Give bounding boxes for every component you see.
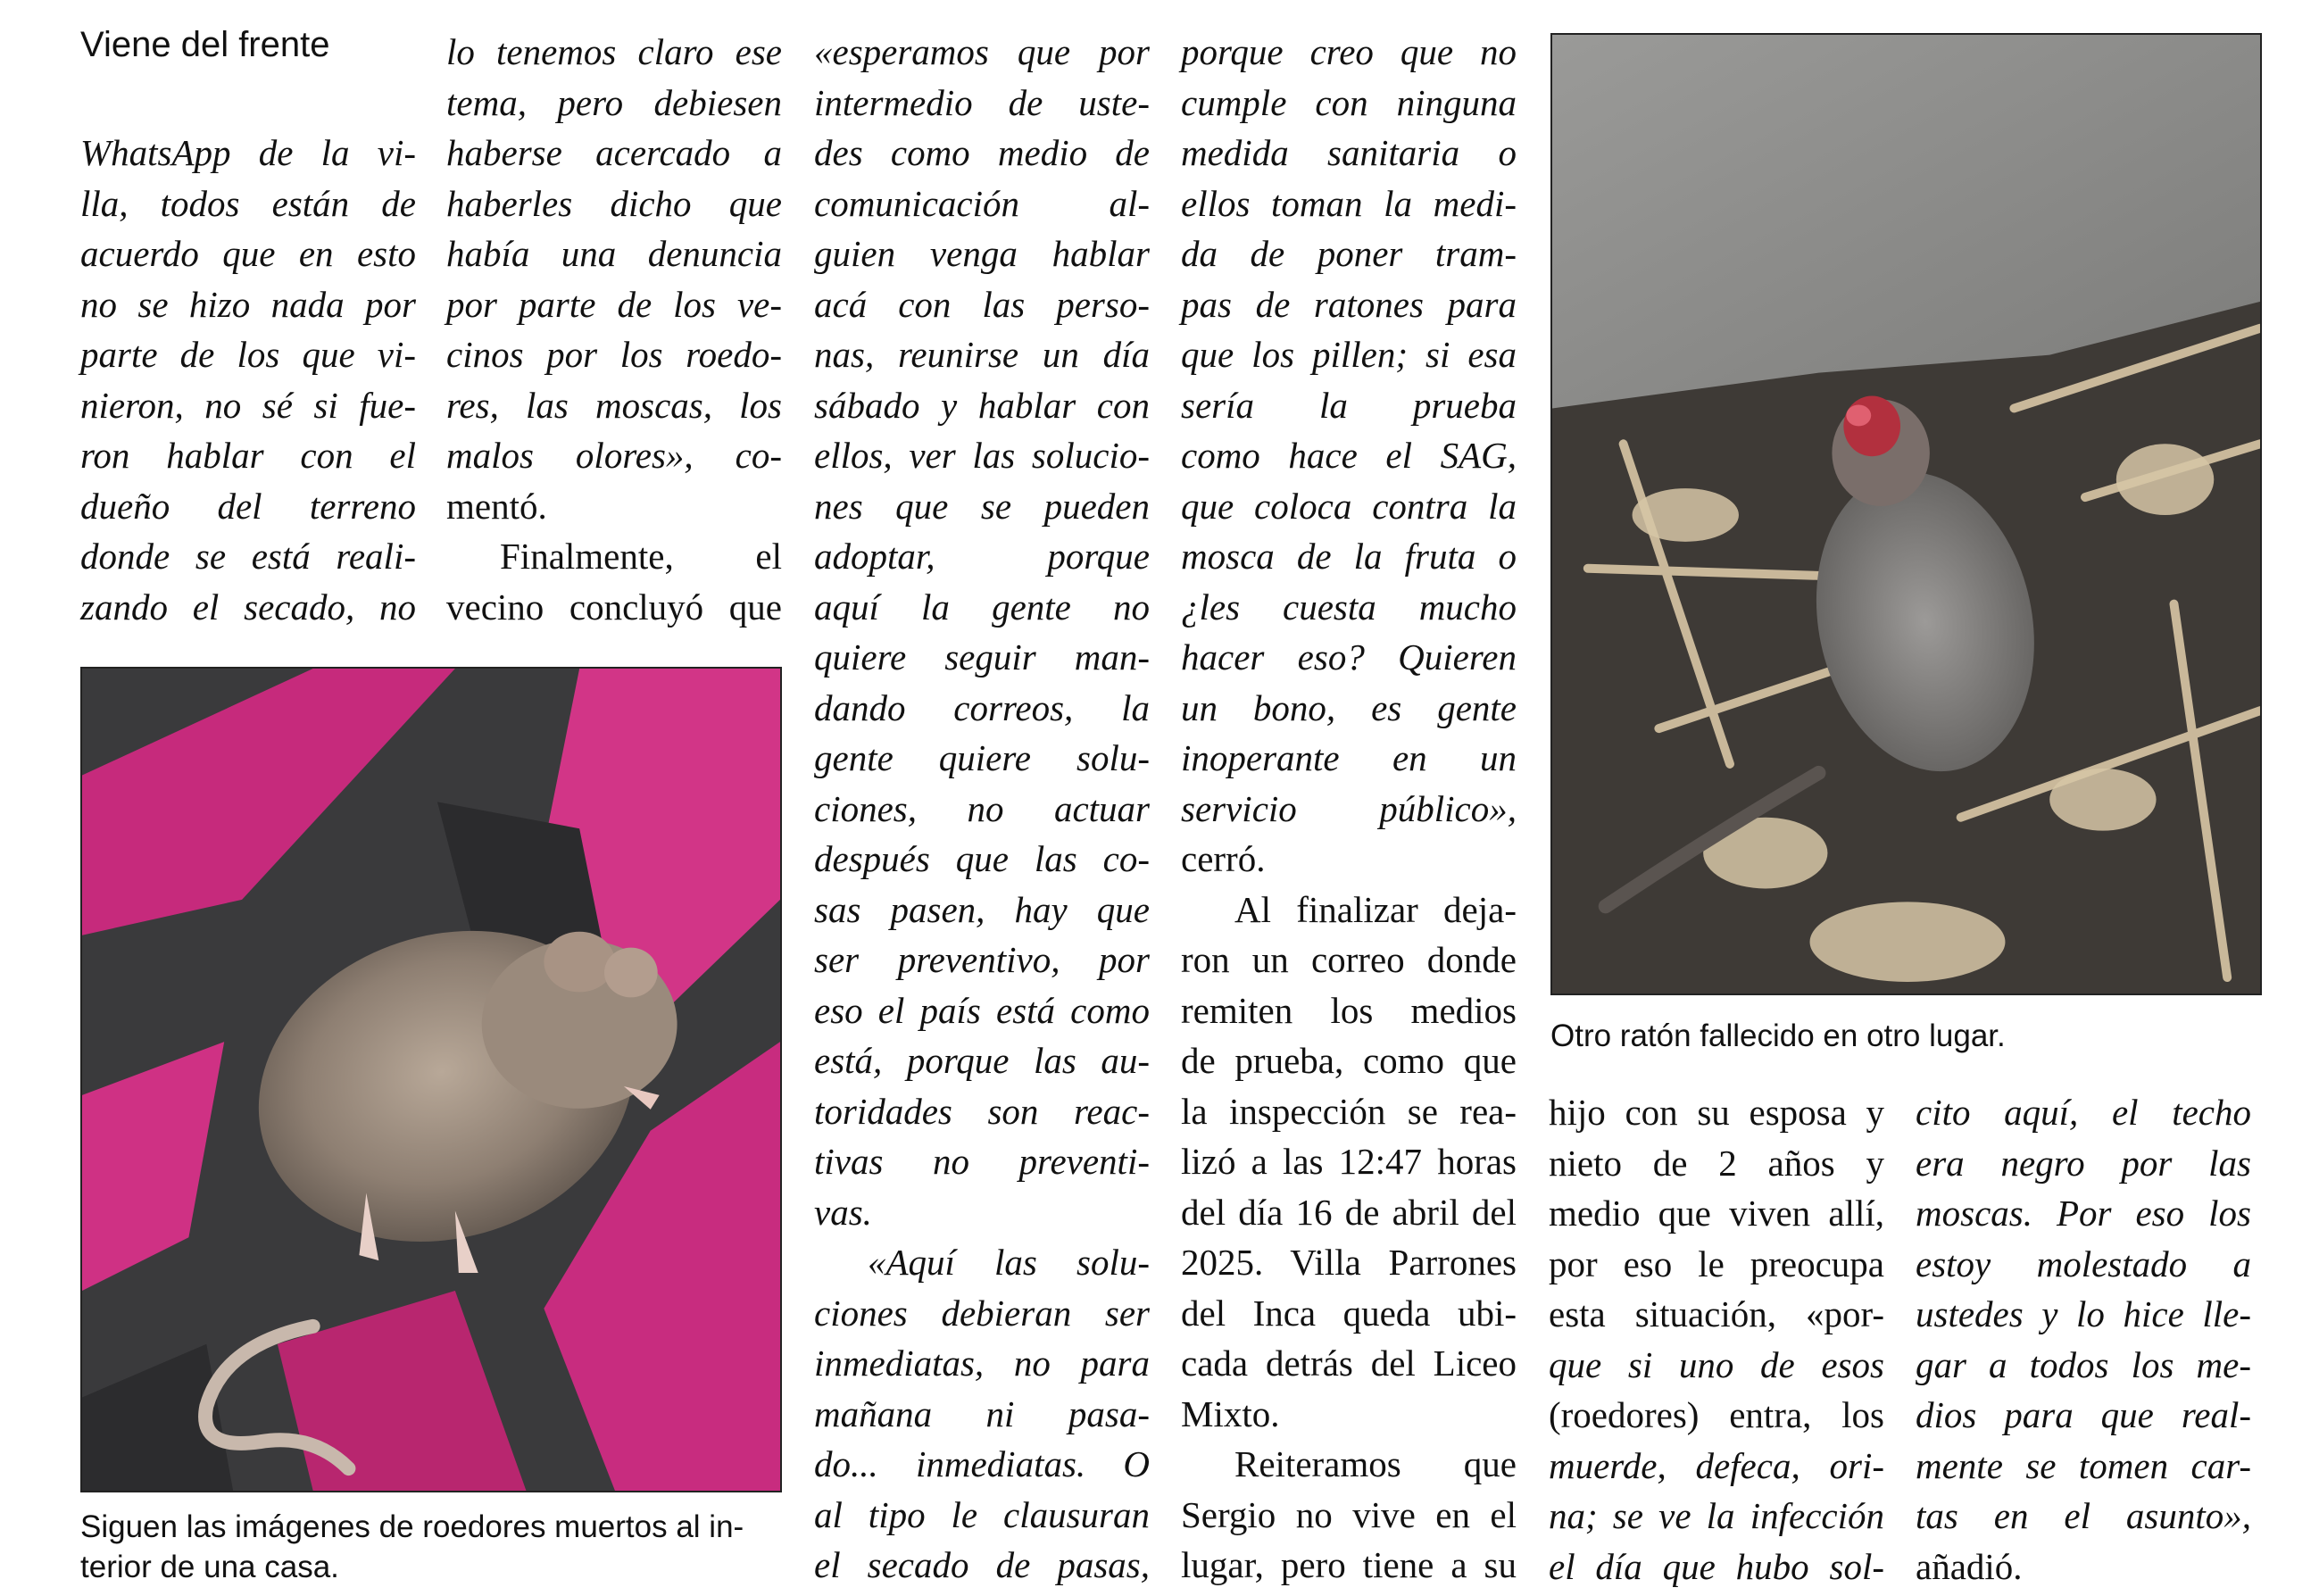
text-line: dios para que real- [1916,1394,2251,1435]
text-line: acuerdo que en esto [80,233,416,274]
text-line: medio que viven allí, [1549,1193,1884,1234]
text-line: mañana ni pasa- [814,1392,1150,1434]
text-line: Reiteramos que [1234,1443,1517,1484]
text-line: quiere seguir man- [814,636,1150,677]
rat-photo-indoor [80,667,782,1492]
text-line: haberse acercado a [446,132,782,173]
text-line: hijo con su esposa y [1549,1092,1884,1133]
text-line: malos olores», co- [446,435,782,476]
text-line: cinos por los roedo- [446,334,782,375]
text-line: sería la prueba [1181,384,1517,426]
article-column-1 [80,128,416,632]
text-line: ellos toman la medi- [1181,182,1517,224]
text-line: medida sanitaria o [1181,132,1517,173]
text-line: nieto de 2 años y [1549,1142,1884,1184]
text-line: (roedores) entra, los [1549,1394,1884,1435]
text-line: «Aquí las solu- [868,1242,1150,1283]
text-line: está, porque las au- [814,1040,1150,1081]
text-line: WhatsApp de la vi- [80,132,416,173]
text-line: esta situación, «por- [1549,1293,1884,1334]
article-column-5 [1549,1087,1884,1592]
text-line: un bono, es gente [1181,686,1517,728]
text-line: mente se tomen car- [1916,1444,2251,1486]
text-line: como hace el SAG, [1181,435,1517,476]
article-column-6 [1916,1087,2251,1592]
text-line: la inspección se rea- [1181,1090,1517,1132]
text-line: Mixto. [1181,1392,1280,1434]
article-column-4 [1181,27,1517,1591]
text-line: por parte de los ve- [446,283,782,325]
text-line: donde se está reali- [80,536,416,577]
text-line: guien venga hablar [814,233,1150,274]
text-line: do... inmediatas. O [814,1443,1150,1484]
text-line: res, las moscas, los [446,384,782,426]
text-line: ser preventivo, por [814,939,1150,980]
text-line: inoperante en un [1181,737,1517,778]
text-line: Al finalizar deja- [1234,888,1517,930]
text-line: inmediatas, no para [814,1342,1150,1384]
text-line: lizó a las 12:47 horas [1181,1141,1517,1182]
text-line: comunicación al- [814,182,1150,224]
text-line: vas. [814,1191,872,1233]
text-line: servicio público», [1181,787,1517,829]
text-line: tema, pero debiesen [446,81,782,123]
text-line: gente quiere solu- [814,737,1150,778]
text-line: 2025. Villa Parrones [1181,1242,1517,1283]
text-line: por eso le preocupa [1549,1243,1884,1284]
text-line: ustedes y lo hice lle- [1916,1293,2251,1334]
text-line: al tipo le clausuran [814,1493,1150,1535]
text-line: que coloca contra la [1181,485,1517,527]
article-column-3 [814,27,1150,1591]
text-line: el día que hubo sol- [1549,1545,1884,1587]
text-line: da de poner tram- [1181,233,1517,274]
text-line: cerró. [1181,838,1266,879]
text-line: no se hizo nada por [80,283,416,325]
text-line: haberles dicho que [446,182,782,224]
text-line: cito aquí, el techo [1916,1092,2251,1133]
section-kicker: Viene del frente [80,25,330,64]
text-line: ron un correo donde [1181,939,1517,980]
text-line: muerde, defeca, ori- [1549,1444,1884,1486]
photo-caption-outdoor: Otro ratón fallecido en otro lugar. [1550,1018,2006,1053]
text-line: ciones debieran ser [814,1292,1150,1334]
text-line: dando correos, la [814,686,1150,728]
text-line: des como medio de [814,132,1150,173]
text-line: tivas no preventi- [814,1141,1150,1182]
article-column-2 [446,27,782,632]
text-line: adoptar, porque [814,536,1150,577]
text-line: hacer eso? Quieren [1181,636,1517,677]
text-line: zando el secado, no [80,586,416,628]
rat-illustration-outdoor [1552,35,2260,993]
text-line: del Inca queda ubi- [1181,1292,1517,1334]
text-line: toridades son reac- [814,1090,1150,1132]
text-line: intermedio de uste- [814,81,1150,123]
text-line: ron hablar con el [80,435,416,476]
photo-caption-indoor-line1: Siguen las imágenes de roedores muertos al in- [80,1509,744,1544]
text-line: nas, reunirse un día [814,334,1150,375]
text-line: nes que se pueden [814,485,1150,527]
text-line: lo tenemos claro ese [446,31,782,72]
text-line: mosca de la fruta o [1181,536,1517,577]
photo-caption-indoor-line2: terior de una casa. [80,1550,339,1584]
text-line: estoy molestado a [1916,1243,2251,1284]
text-line: del día 16 de abril del [1181,1191,1517,1233]
text-line: mentó. [446,485,547,527]
text-line: era negro por las [1916,1142,2251,1184]
text-line: gar a todos los me- [1916,1343,2251,1385]
text-line: Sergio no vive en el [1181,1493,1517,1535]
text-line: sábado y hablar con [814,384,1150,426]
text-line: eso el país está como [814,989,1150,1031]
text-line: moscas. Por eso los [1916,1193,2251,1234]
text-line: añadió. [1916,1545,2023,1587]
text-line: que si uno de esos [1549,1343,1884,1385]
text-line: lugar, pero tiene a su [1181,1544,1517,1585]
text-line: pas de ratones para [1181,283,1517,325]
text-line: ellos, ver las solucio- [814,435,1150,476]
text-line: cada detrás del Liceo [1181,1342,1517,1384]
text-line: ciones, no actuar [814,787,1150,829]
text-line: acá con las perso- [814,283,1150,325]
text-line: había una denuncia [446,233,782,274]
text-line: dueño del terreno [80,485,416,527]
text-line: ¿les cuesta mucho [1181,586,1517,628]
text-line: tas en el asunto», [1916,1495,2251,1536]
text-line: vecino concluyó que [446,586,782,628]
text-line: nieron, no sé si fue- [80,384,416,426]
rat-photo-outdoor [1550,33,2262,995]
text-line: «esperamos que por [814,31,1150,72]
text-line: después que las co- [814,838,1150,879]
rat-illustration-indoor [82,669,780,1491]
text-line: porque creo que no [1181,31,1517,72]
text-line: sas pasen, hay que [814,888,1150,930]
text-line: remiten los medios [1181,989,1517,1031]
text-line: el secado de pasas, [814,1544,1150,1585]
text-line: cumple con ninguna [1181,81,1517,123]
text-line: Finalmente, el [500,536,782,577]
text-line: aquí la gente no [814,586,1150,628]
text-line: que los pillen; si esa [1181,334,1517,375]
text-line: de prueba, como que [1181,1040,1517,1081]
text-line: parte de los que vi- [80,334,416,375]
photo-caption-indoor [80,1507,782,1587]
text-line: na; se ve la infección [1549,1495,1884,1536]
text-line: lla, todos están de [80,182,416,224]
